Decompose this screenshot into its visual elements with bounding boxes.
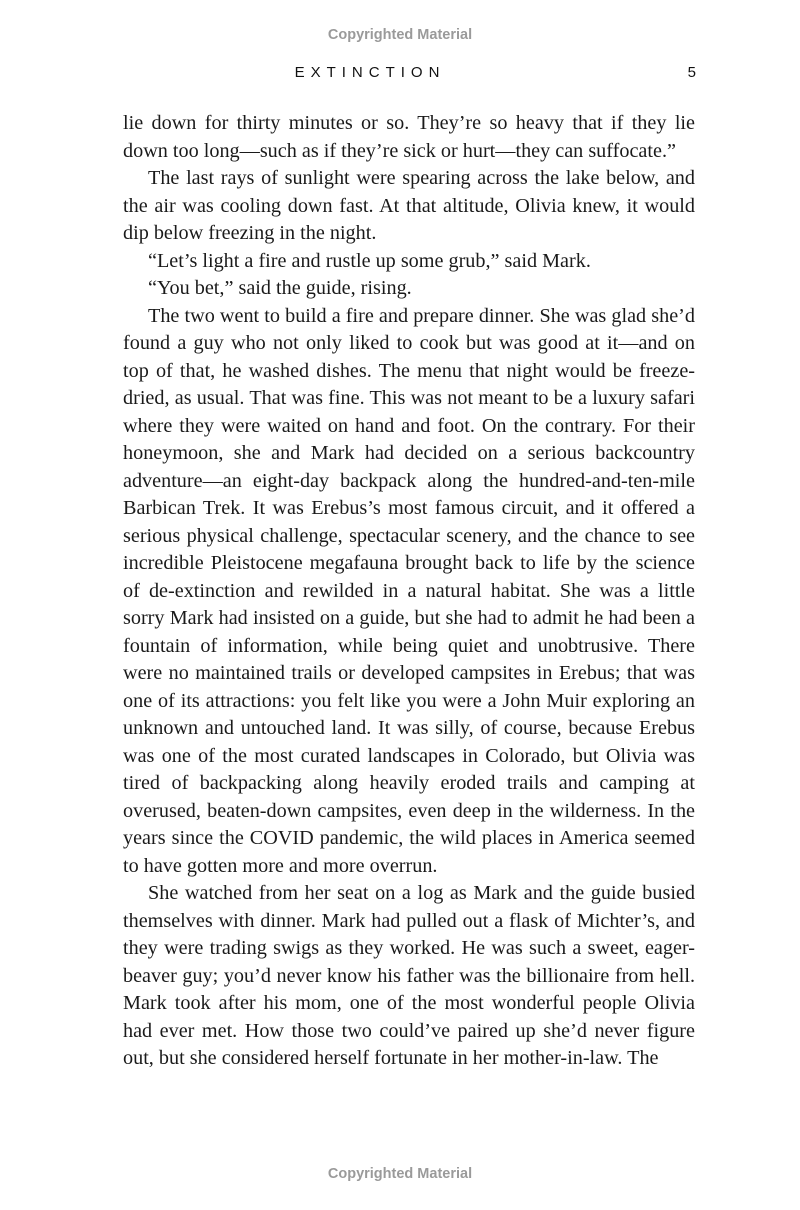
paragraph: lie down for thirty minutes or so. They’re so heavy that if they lie down too long—such as if they’re sick or hurt—they can suffocate.”	[123, 112, 695, 162]
copyright-watermark-bottom: Copyrighted Material	[327, 1166, 473, 1182]
paragraph: The two went to build a fire and prepare dinner. She was glad she’d found a guy who not only liked to cook but was good at it—and on top of that, he washed dishes. The menu that night would be freeze-dried, as usual. That was fine. This was not meant to be a luxury safari where they were waited on hand and foot. On the contrary. For their honeymoon, she and Mark had decided on a serious backcountry adventure—an eight-day backpack along the hundred-and-ten-mile Barbican Trek. It was Erebus’s most famous circuit, and it offered a serious physical challenge, spectacular scenery, and the chance to see incredible Pleistocene megafauna brought back to life by the science of de-extinction and rewilded in a natural habitat. She was a little sorry Mark had insisted on a guide, but she had to admit he had been a fountain of information, while being quiet and unobtrusive. There were no maintained trails or developed campsites in Erebus; that was one of its attractions: you felt like you were a John Muir exploring an unknown and untouched land. It was silly, of course, because Erebus was one of the most curated landscapes in Colorado, but Olivia was tired of backpacking along heavily eroded trails and camping at overused, beaten-down campsites, even deep in the wilderness. In the years since the COVID pandemic, the wild places in America seemed to have gotten more and more overrun.	[123, 304, 695, 877]
body-text	[123, 110, 695, 1073]
running-header	[0, 64, 800, 88]
book-title: EXTINCTION	[294, 64, 446, 81]
paragraph: She watched from her seat on a log as Mark and the guide busied themselves with dinner. Mark had pulled out a flask of Michter’s, and they were trading swigs as they worked. He was such a sweet, eager-beaver guy; you’d never know his father was the billionaire from hell. Mark took after his mom, one of the most wonderful people Olivia had ever met. How those two could’ve paired up she’d never figure out, but she considered herself fortunate in her mother-in-law. The	[123, 882, 695, 1069]
page-number: 5	[687, 64, 696, 81]
paragraph: “You bet,” said the guide, rising.	[148, 277, 412, 299]
paragraph: The last rays of sunlight were spearing across the lake below, and the air was cooling down fast. At that altitude, Olivia knew, it would dip below freezing in the night.	[123, 167, 695, 244]
copyright-watermark-top: Copyrighted Material	[327, 27, 473, 43]
paragraph: “Let’s light a fire and rustle up some grub,” said Mark.	[148, 249, 591, 272]
